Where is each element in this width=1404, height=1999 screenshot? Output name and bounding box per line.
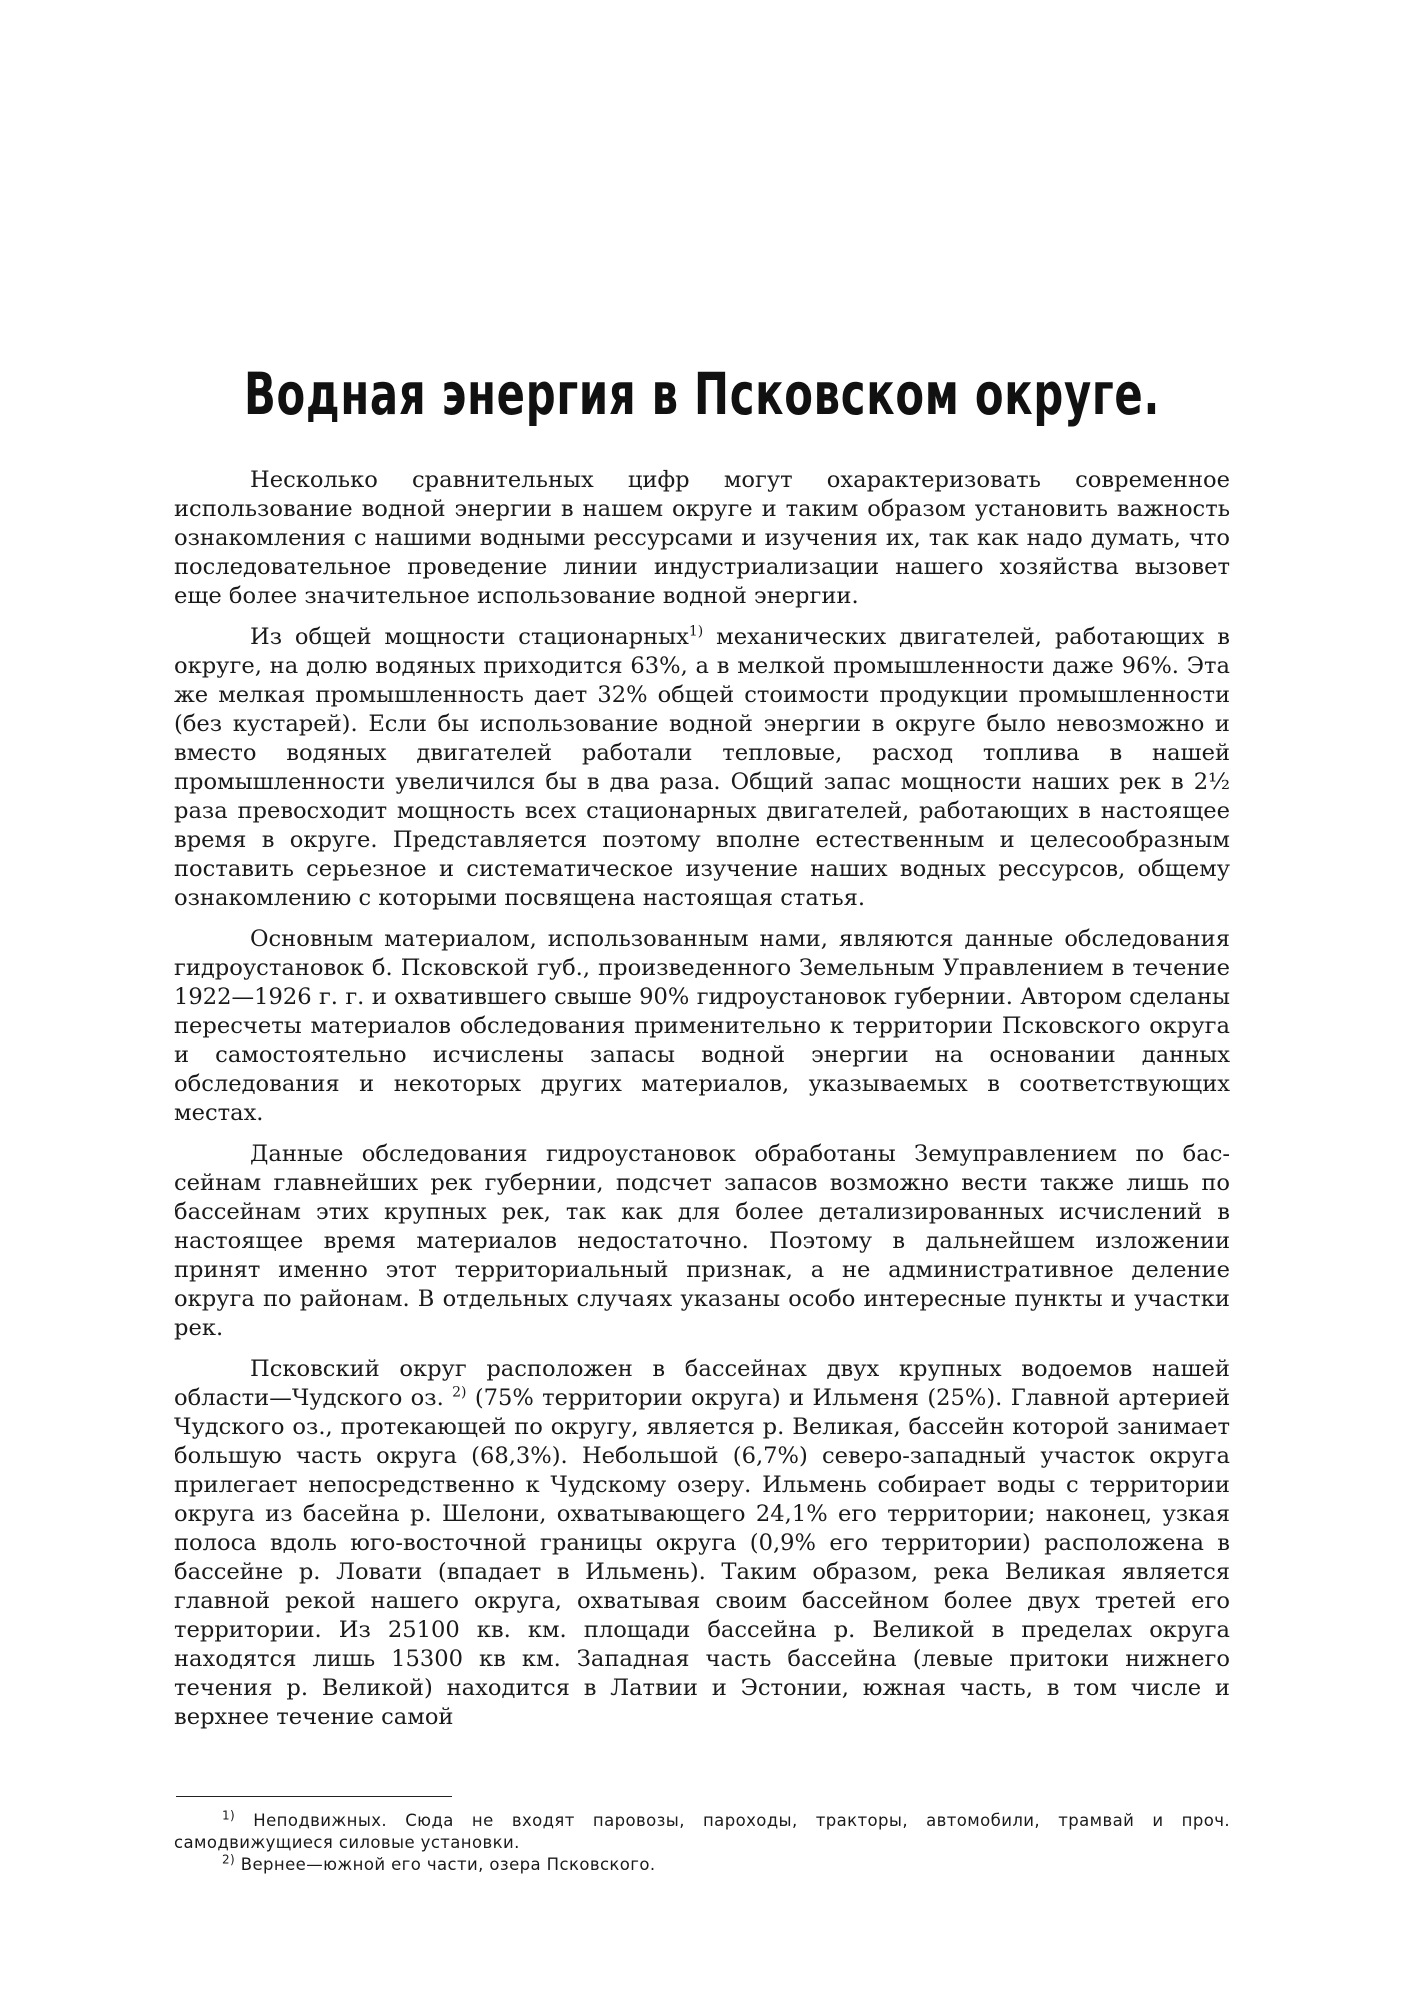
- footnotes: [174, 1810, 1230, 1876]
- footnote-2-marker: 2): [222, 1852, 236, 1867]
- footnote-1-marker: 1): [222, 1808, 236, 1823]
- paragraph-2-text-rest: механических двигателей, работающих в округе, на долю водяных приходится 63%, а в мелкой промышленности даже 96%. Эта же мелкая промышленность дает 32% общей стоимости продукции промышленности (без кустарей). Если бы использование водной энергии в округе было невозможно и вместо водяных двигателей работали тепловые, расход топлива в нашей промышленности увеличился бы в два раза. Общий запас мощности наших рек в 2½ раза превосходит мощность всех стационарных двигателей, работающих в настоящее время в округе. Представляется поэтому вполне естественным и целесообразным поставить серьезное и систематическое изучение наших водных рессурсов, общему ознакомлению с которыми посвящена настоящая статья.: [174, 624, 1230, 911]
- footnote-ref-2: 2): [452, 1384, 467, 1401]
- footnote-2-text: Вернее—южной его части, озера Псковского.: [235, 1855, 656, 1874]
- paragraph-5: [174, 1355, 1230, 1732]
- footnote-1-text: Неподвижных. Сюда не входят паровозы, пароходы, тракторы, автомобили, трамвай и проч. самодвижущиеся силовые установки.: [174, 1811, 1230, 1852]
- body-text: [174, 466, 1230, 1732]
- paragraph-5-text-start: Псковский округ расположен в бассейнах двух крупных водоемов нашей области—Чудского оз.: [174, 1356, 1230, 1411]
- footnote-1: [174, 1810, 1230, 1854]
- paragraph-5-text-rest: (75% территории округа) и Ильменя (25%). Главной артерией Чудского оз., протекающей по округу, является р. Великая, бассейн которой занимает большую часть округа (68,3%). Небольшой (6,7%) северо-западный участок округа прилегает непосредственно к Чудскому озеру. Ильмень собирает воды с территории округа из басейна р. Шелони, охватывающего 24,1% его территории; наконец, узкая полоса вдоль юго-восточной границы округа (0,9% его территории) расположена в бассейне р. Ловати (впадает в Ильмень). Таким образом, река Великая является главной рекой нашего округа, охватывая своим бассейном более двух третей его территории. Из 25100 кв. км. площади бассейна р. Великой в пределах округа находятся лишь 15300 кв км. Западная часть бассейна (левые притоки нижнего течения р. Великой) находится в Латвии и Эстонии, южная часть, в том числе и верхнее течение самой: [174, 1385, 1231, 1730]
- paragraph-1: Несколько сравнительных цифр могут охарактеризовать современное использование водной энергии в нашем округе и таким образом установить важность ознакомления с нашими водными рессурсами и изучения их, так как надо думать, что последовательное проведение линии индустриализации нашего хозяйства вызовет еще более значительное использование водной энергии.: [174, 467, 1230, 609]
- paragraph-3: Основным материалом, использованным нами, являются данные обследования гидроустановок б. Псковской губ., произведенного Земельным Управлением в течение 1922—1926 г. г. и охватившего свыше 90% гидроустановок губернии. Автором сделаны пересчеты материалов обследования применительно к территории Псковского округа и самостоятельно исчислены запасы водной энергии на основании данных обследования и некоторых других материалов, указываемых в соответствующих местах.: [174, 926, 1230, 1126]
- paragraph-4: Данные обследования гидроустановок обработаны Земуправлением по бассейнам главнейших рек губернии, подсчет запасов возможно вести также лишь по бассейнам этих крупных рек, так как для более детализированных исчислений в настоящее время материалов недостаточно. Поэтому в дальнейшем изложении принят именно этот территориальный признак, а не административное деление округа по районам. В отдельных случаях указаны особо интересные пункты и участки рек.: [174, 1141, 1230, 1341]
- page-title: Водная энергия в Псковском округе.: [243, 360, 1161, 428]
- paragraph-2: [174, 623, 1230, 913]
- footnote-ref-1: 1): [688, 623, 704, 640]
- footnote-2: [174, 1854, 1230, 1876]
- paragraph-2-text-start: Из общей мощности стационарных: [250, 624, 689, 650]
- footnote-divider: [176, 1796, 452, 1797]
